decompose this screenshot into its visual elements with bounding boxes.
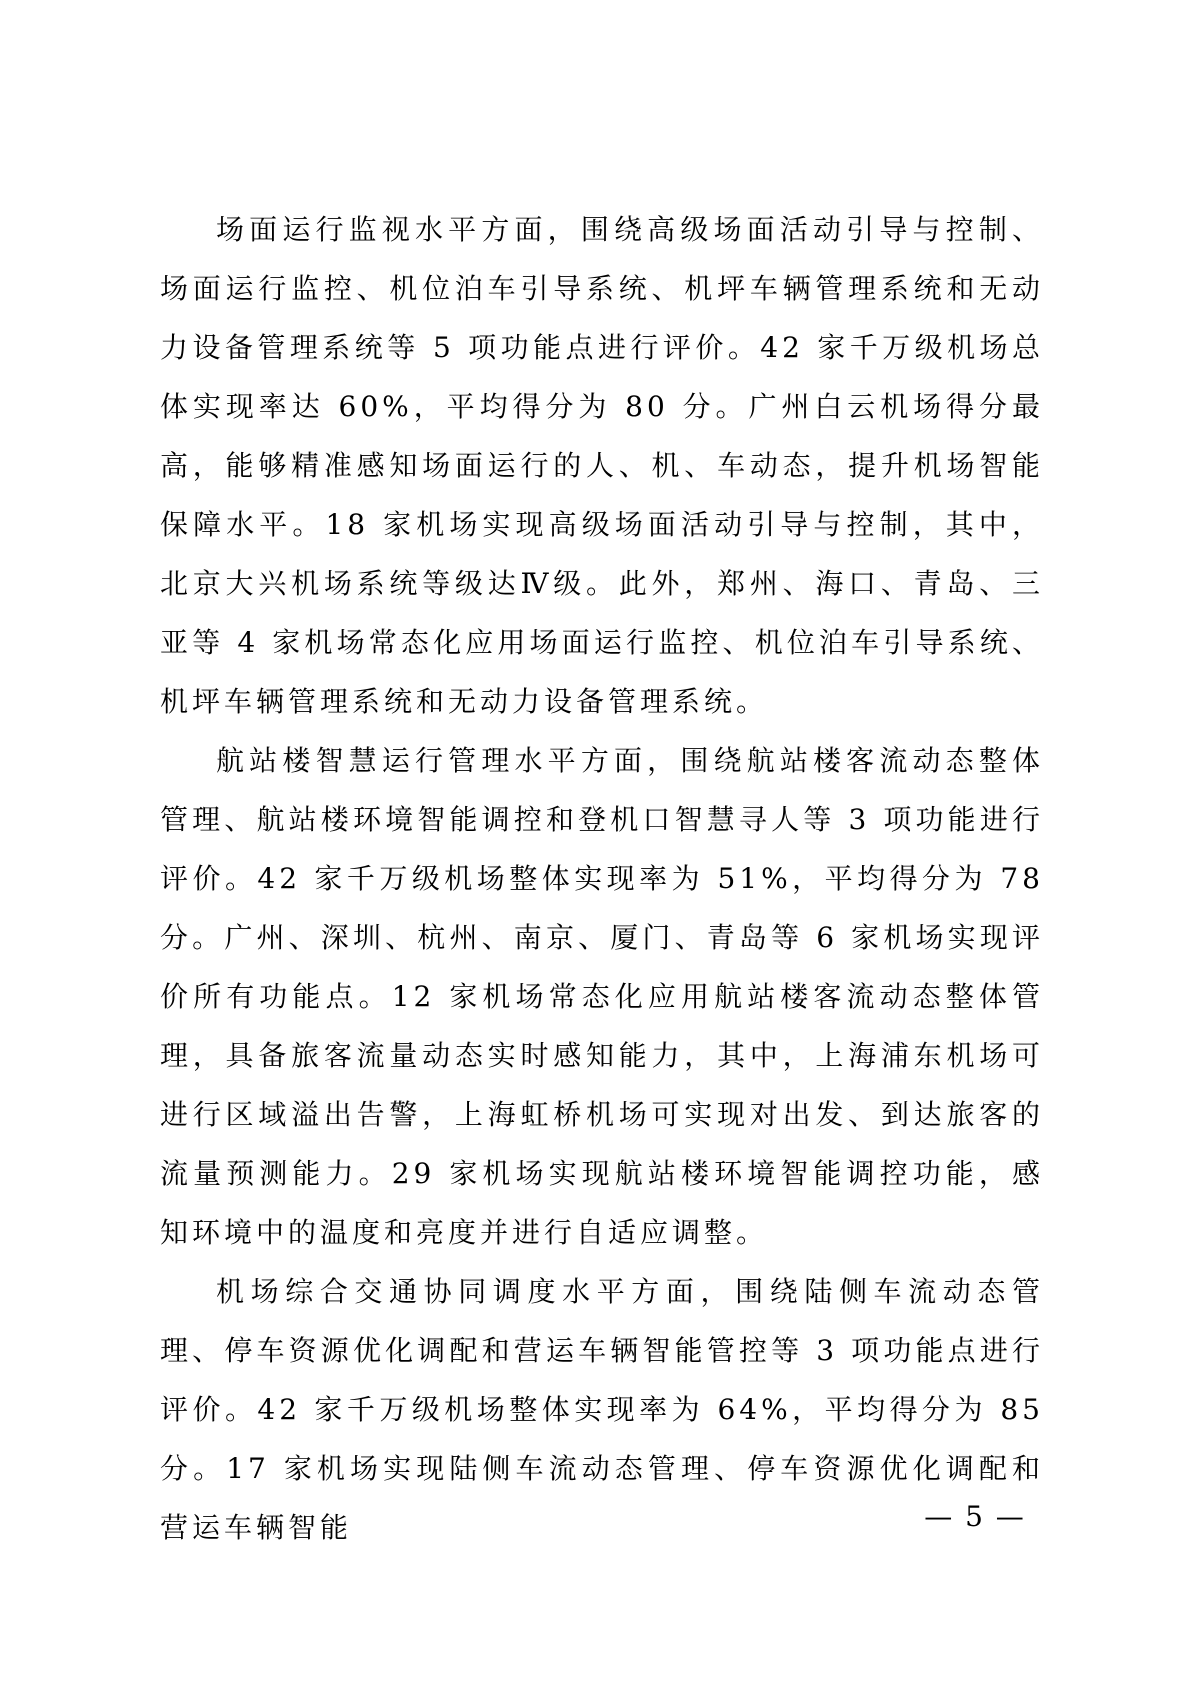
- page-number: — 5 —: [924, 1500, 1026, 1533]
- paragraph-surface-monitoring: 场面运行监视水平方面，围绕高级场面活动引导与控制、场面运行监控、机位泊车引导系统、机坪车辆管理系统和无动力设备管理系统等 5 项功能点进行评价。42 家千万级机场总体实现率达 60%，平均得分为 80 分。广州白云机场得分最高，能够精准感知场面运行的人、机、车动态，提升机场智能保障水平。18 家机场实现高级场面活动引导与控制，其中，北京大兴机场系统等级达Ⅳ级。此外，郑州、海口、青岛、三亚等 4 家机场常态化应用场面运行监控、机位泊车引导系统、机坪车辆管理系统和无动力设备管理系统。: [160, 213, 1044, 718]
- paragraph-ground-transport: 机场综合交通协同调度水平方面，围绕陆侧车流动态管理、停车资源优化调配和营运车辆智能管控等 3 项功能点进行评价。42 家千万级机场整体实现率为 64%，平均得分为 85 分。17 家机场实现陆侧车流动态管理、停车资源优化调配和营运车辆智能: [160, 1275, 1044, 1544]
- paragraph-terminal-management: 航站楼智慧运行管理水平方面，围绕航站楼客流动态整体管理、航站楼环境智能调控和登机口智慧寻人等 3 项功能进行评价。42 家千万级机场整体实现率为 51%，平均得分为 78 分。广州、深圳、杭州、南京、厦门、青岛等 6 家机场实现评价所有功能点。12 家机场常态化应用航站楼客流动态整体管理，具备旅客流量动态实时感知能力，其中，上海浦东机场可进行区域溢出告警，上海虹桥机场可实现对出发、到达旅客的流量预测能力。29 家机场实现航站楼环境智能调控功能，感知环境中的温度和亮度并进行自适应调整。: [160, 744, 1044, 1249]
- body-text: [160, 200, 1044, 1557]
